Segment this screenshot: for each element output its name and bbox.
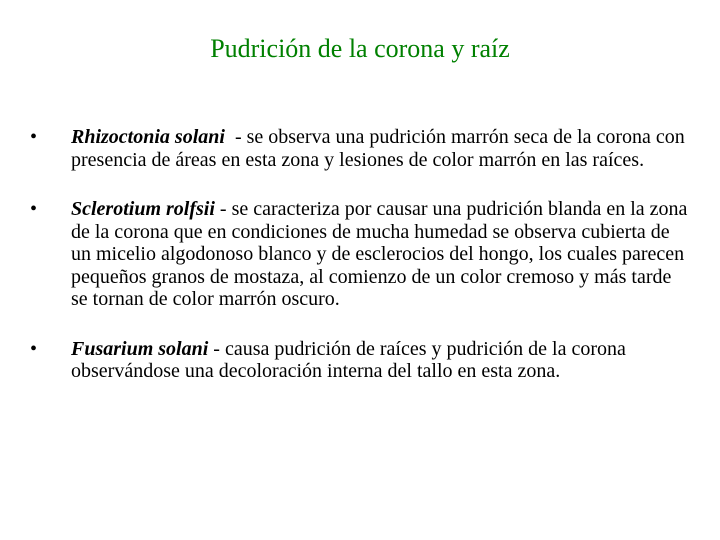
bullet-item-sclerotium [30,198,690,311]
species-name: Sclerotium rolfsii [71,198,215,220]
bullet-icon: • [30,198,38,220]
bullet-icon: • [30,337,38,360]
bullet-description: - se caracteriza por causar una pudrición blanda en la zona de la corona que en condiciones de mucha humedad se observa cubierta de un micelio algodonoso blanco y de esclerocios del hongo, los cuales parecen pequeños granos de mostaza, al comienzo de un color cremoso y más tarde se tornan de color marrón oscuro. [71,198,688,310]
bullet-icon: • [30,126,38,148]
bullet-list [30,126,690,383]
slide-title: Pudrición de la corona y raíz [210,34,510,63]
species-name: Rhizoctonia solani [71,126,225,148]
bullet-item-fusarium [30,338,690,383]
bullet-item-rhizoctonia [30,126,690,171]
species-name: Fusarium solani [71,337,209,360]
bullet-description: - se observa una pudrición marrón seca de la corona con presencia de áreas en esta zona y lesiones de color marrón en las raíces. [71,126,690,171]
bullet-description: - causa pudrición de raíces y pudrición de la corona observándose una decoloración interna del tallo en esta zona. [71,337,626,382]
